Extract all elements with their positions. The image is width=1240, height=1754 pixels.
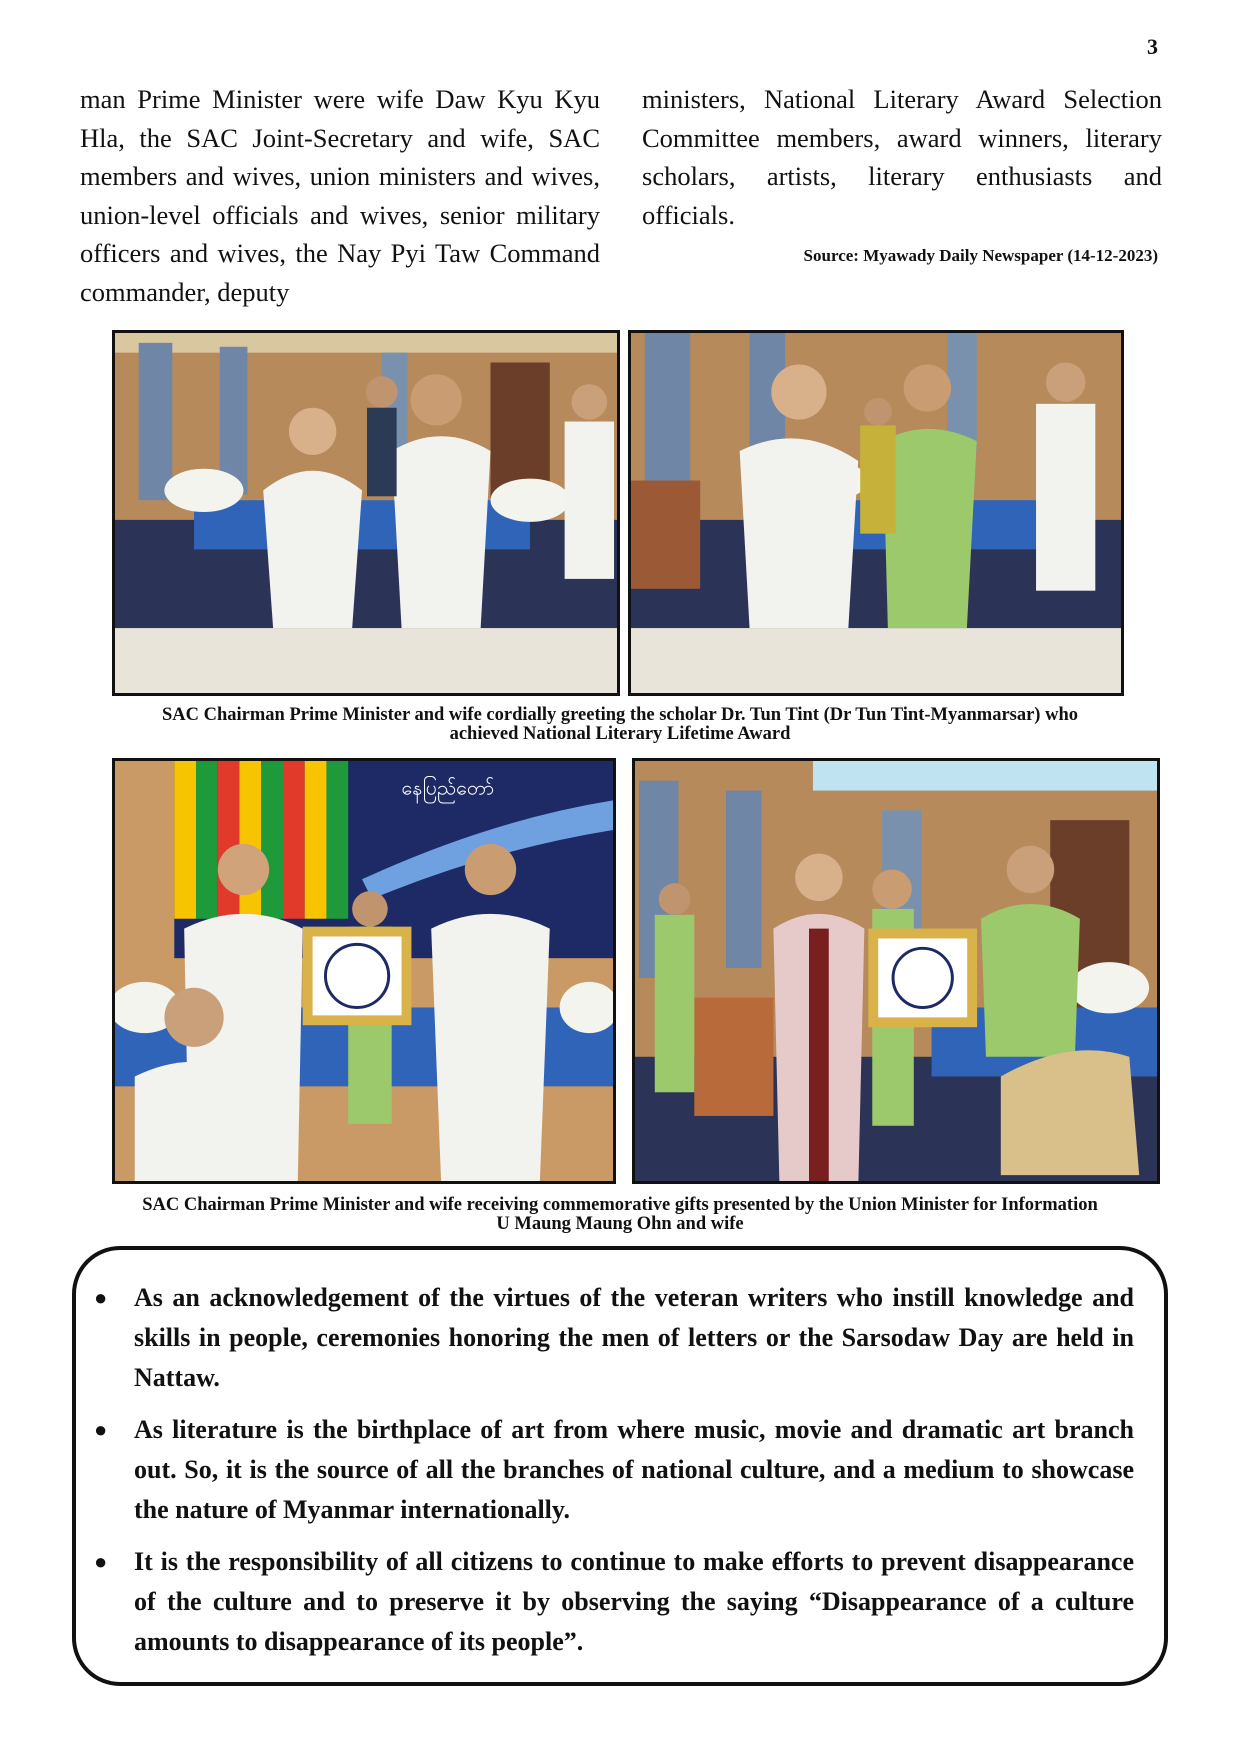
page-number: 3 [1147, 34, 1158, 59]
photo-receiving-gift-minister [112, 758, 616, 1184]
caption-greeting-line-1: SAC Chairman Prime Minister and wife cordially greeting the scholar Dr. Tun Tint (Dr Tun Tint-Myanmarsar) who [162, 705, 1078, 725]
caption-greeting-line-2: achieved National Literary Lifetime Award [449, 724, 791, 744]
highlight-text: It is the responsibility of all citizens to continue to make efforts to prevent disappearance of the culture and to preserve it by observing the saying “Disappearance of a culture amounts to disappearance of its people”. [134, 1547, 1134, 1656]
receiving-gift-minister-illustration [115, 761, 613, 1181]
highlights-box [72, 1246, 1168, 1686]
caption-greeting [60, 706, 1180, 744]
highlight-item [94, 1542, 1134, 1662]
greeting-wife-illustration [631, 333, 1121, 693]
caption-receiving-gift-line-2: U Maung Maung Ohn and wife [496, 1214, 744, 1234]
highlight-item [94, 1410, 1134, 1530]
greeting-scholar-illustration [115, 333, 617, 693]
photo-greeting-wife [628, 330, 1124, 696]
bullet-icon: ● [94, 1285, 108, 1310]
caption-receiving-gift-line-1: SAC Chairman Prime Minister and wife receiving commemorative gifts presented by the Union Minister for Information [142, 1195, 1098, 1215]
highlight-text: As literature is the birthplace of art from where music, movie and dramatic art branch out. So, it is the source of all the branches of national culture, and a medium to showcase the nature of Myanmar internationally. [134, 1415, 1134, 1524]
highlight-item [94, 1278, 1134, 1398]
receiving-gift-wife-illustration [635, 761, 1157, 1181]
article-left-column: man Prime Minister were wife Daw Kyu Kyu Hla, the SAC Joint-Secretary and wife, SAC members and wives, union ministers and wives, union-level officials and wives, senior military officers and wives, the Nay Pyi Taw Command commander, deputy [80, 84, 600, 307]
flags [174, 761, 348, 919]
bullet-icon: ● [94, 1417, 108, 1442]
photo-greeting-scholar [112, 330, 620, 696]
bullet-icon: ● [94, 1549, 108, 1574]
article-right-column: ministers, National Literary Award Selection Committee members, award winners, literary scholars, artists, literary enthusiasts and officials. [642, 84, 1162, 230]
stage-text: နေပြည်တော် [401, 776, 495, 800]
highlights-list [94, 1278, 1134, 1674]
photo-receiving-gift-wife [632, 758, 1160, 1184]
caption-receiving-gift [60, 1196, 1180, 1234]
highlight-text: As an acknowledgement of the virtues of the veteran writers who instill knowledge and skills in people, ceremonies honoring the men of letters or the Sarsodaw Day are held in Nattaw. [134, 1283, 1134, 1392]
article-source: Source: Myawady Daily Newspaper (14-12-2023) [803, 246, 1158, 265]
